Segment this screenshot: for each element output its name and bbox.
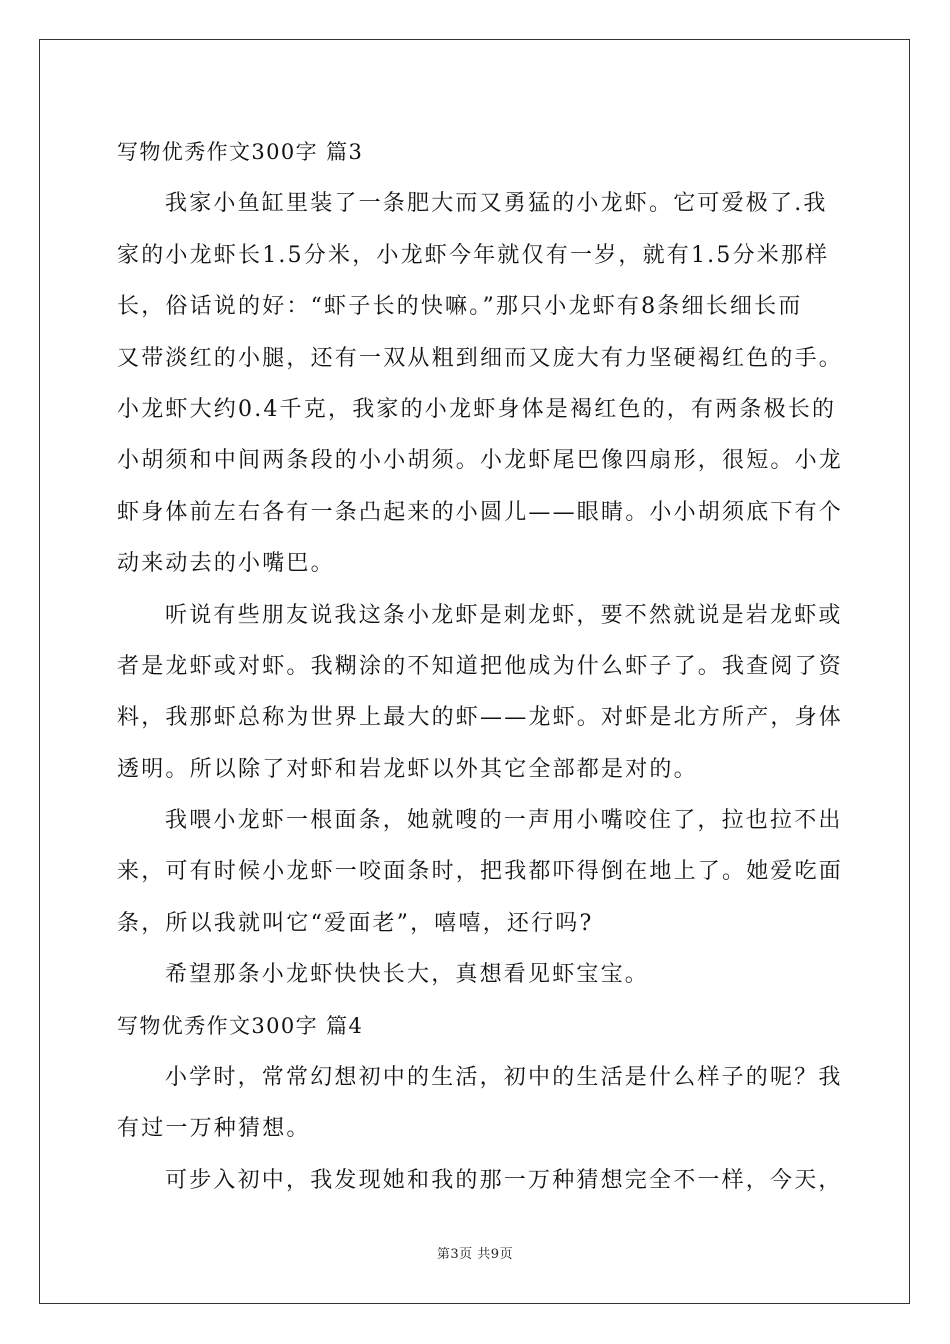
paragraph-line: 又带淡红的小腿，还有一双从粗到细而又庞大有力坚硬褐红色的手。: [117, 345, 844, 371]
section-heading: 写物优秀作文300字 篇4: [117, 1013, 364, 1038]
paragraph-line: 我喂小龙虾一根面条，她就嗖的一声用小嘴咬住了，拉也拉不出: [165, 808, 843, 834]
paragraph-line: 长，俗话说的好：“虾子长的快嘛。”那只小龙虾有8条细长细长而: [117, 294, 803, 320]
paragraph-line: 听说有些朋友说我这条小龙虾是刺龙虾，要不然就说是岩龙虾或: [165, 602, 843, 628]
paragraph-line: 小龙虾大约0.4千克，我家的小龙虾身体是褐红色的，有两条极长的: [117, 396, 837, 422]
paragraph-line: 虾身体前左右各有一条凸起来的小圆儿——眼睛。小小胡须底下有个: [117, 499, 844, 525]
paragraph-line: 条，所以我就叫它“爱面老”，嘻嘻，还行吗?: [117, 910, 594, 936]
paragraph-line: 动来动去的小嘴巴。: [117, 551, 335, 577]
paragraph-line: 我家小鱼缸里装了一条肥大而又勇猛的小龙虾。它可爱极了.我: [165, 191, 828, 217]
page-number: 第3页 共9页: [436, 1247, 514, 1262]
section-heading: 写物优秀作文300字 篇3: [117, 140, 364, 164]
paragraph-line: 来，可有时候小龙虾一咬面条时，把我都吓得倒在地上了。她爱吃面: [117, 859, 844, 885]
paragraph-line: 希望那条小龙虾快快长大，真想看见虾宝宝。: [165, 962, 650, 988]
paragraph-line: 料，我那虾总称为世界上最大的虾——龙虾。对虾是北方所产，身体: [117, 705, 844, 731]
paragraph-line: 者是龙虾或对虾。我糊涂的不知道把他成为什么虾子了。我查阅了资: [117, 653, 844, 679]
paragraph-line: 家的小龙虾长1.5分米，小龙虾今年就仅有一岁，就有1.5分米那样: [117, 242, 830, 268]
paragraph-line: 小学时，常常幻想初中的生活，初中的生活是什么样子的呢？我: [165, 1065, 843, 1091]
paragraph-line: 有过一万种猜想。: [117, 1116, 311, 1142]
paragraph-line: 小胡须和中间两条段的小小胡须。小龙虾尾巴像四扇形，很短。小龙: [117, 448, 844, 474]
paragraph-line: 透明。所以除了对虾和岩龙虾以外其它全部都是对的。: [117, 756, 698, 782]
document-body: [117, 127, 844, 1206]
paragraph-line: 可步入初中，我发现她和我的那一万种猜想完全不一样，今天，: [165, 1167, 843, 1193]
